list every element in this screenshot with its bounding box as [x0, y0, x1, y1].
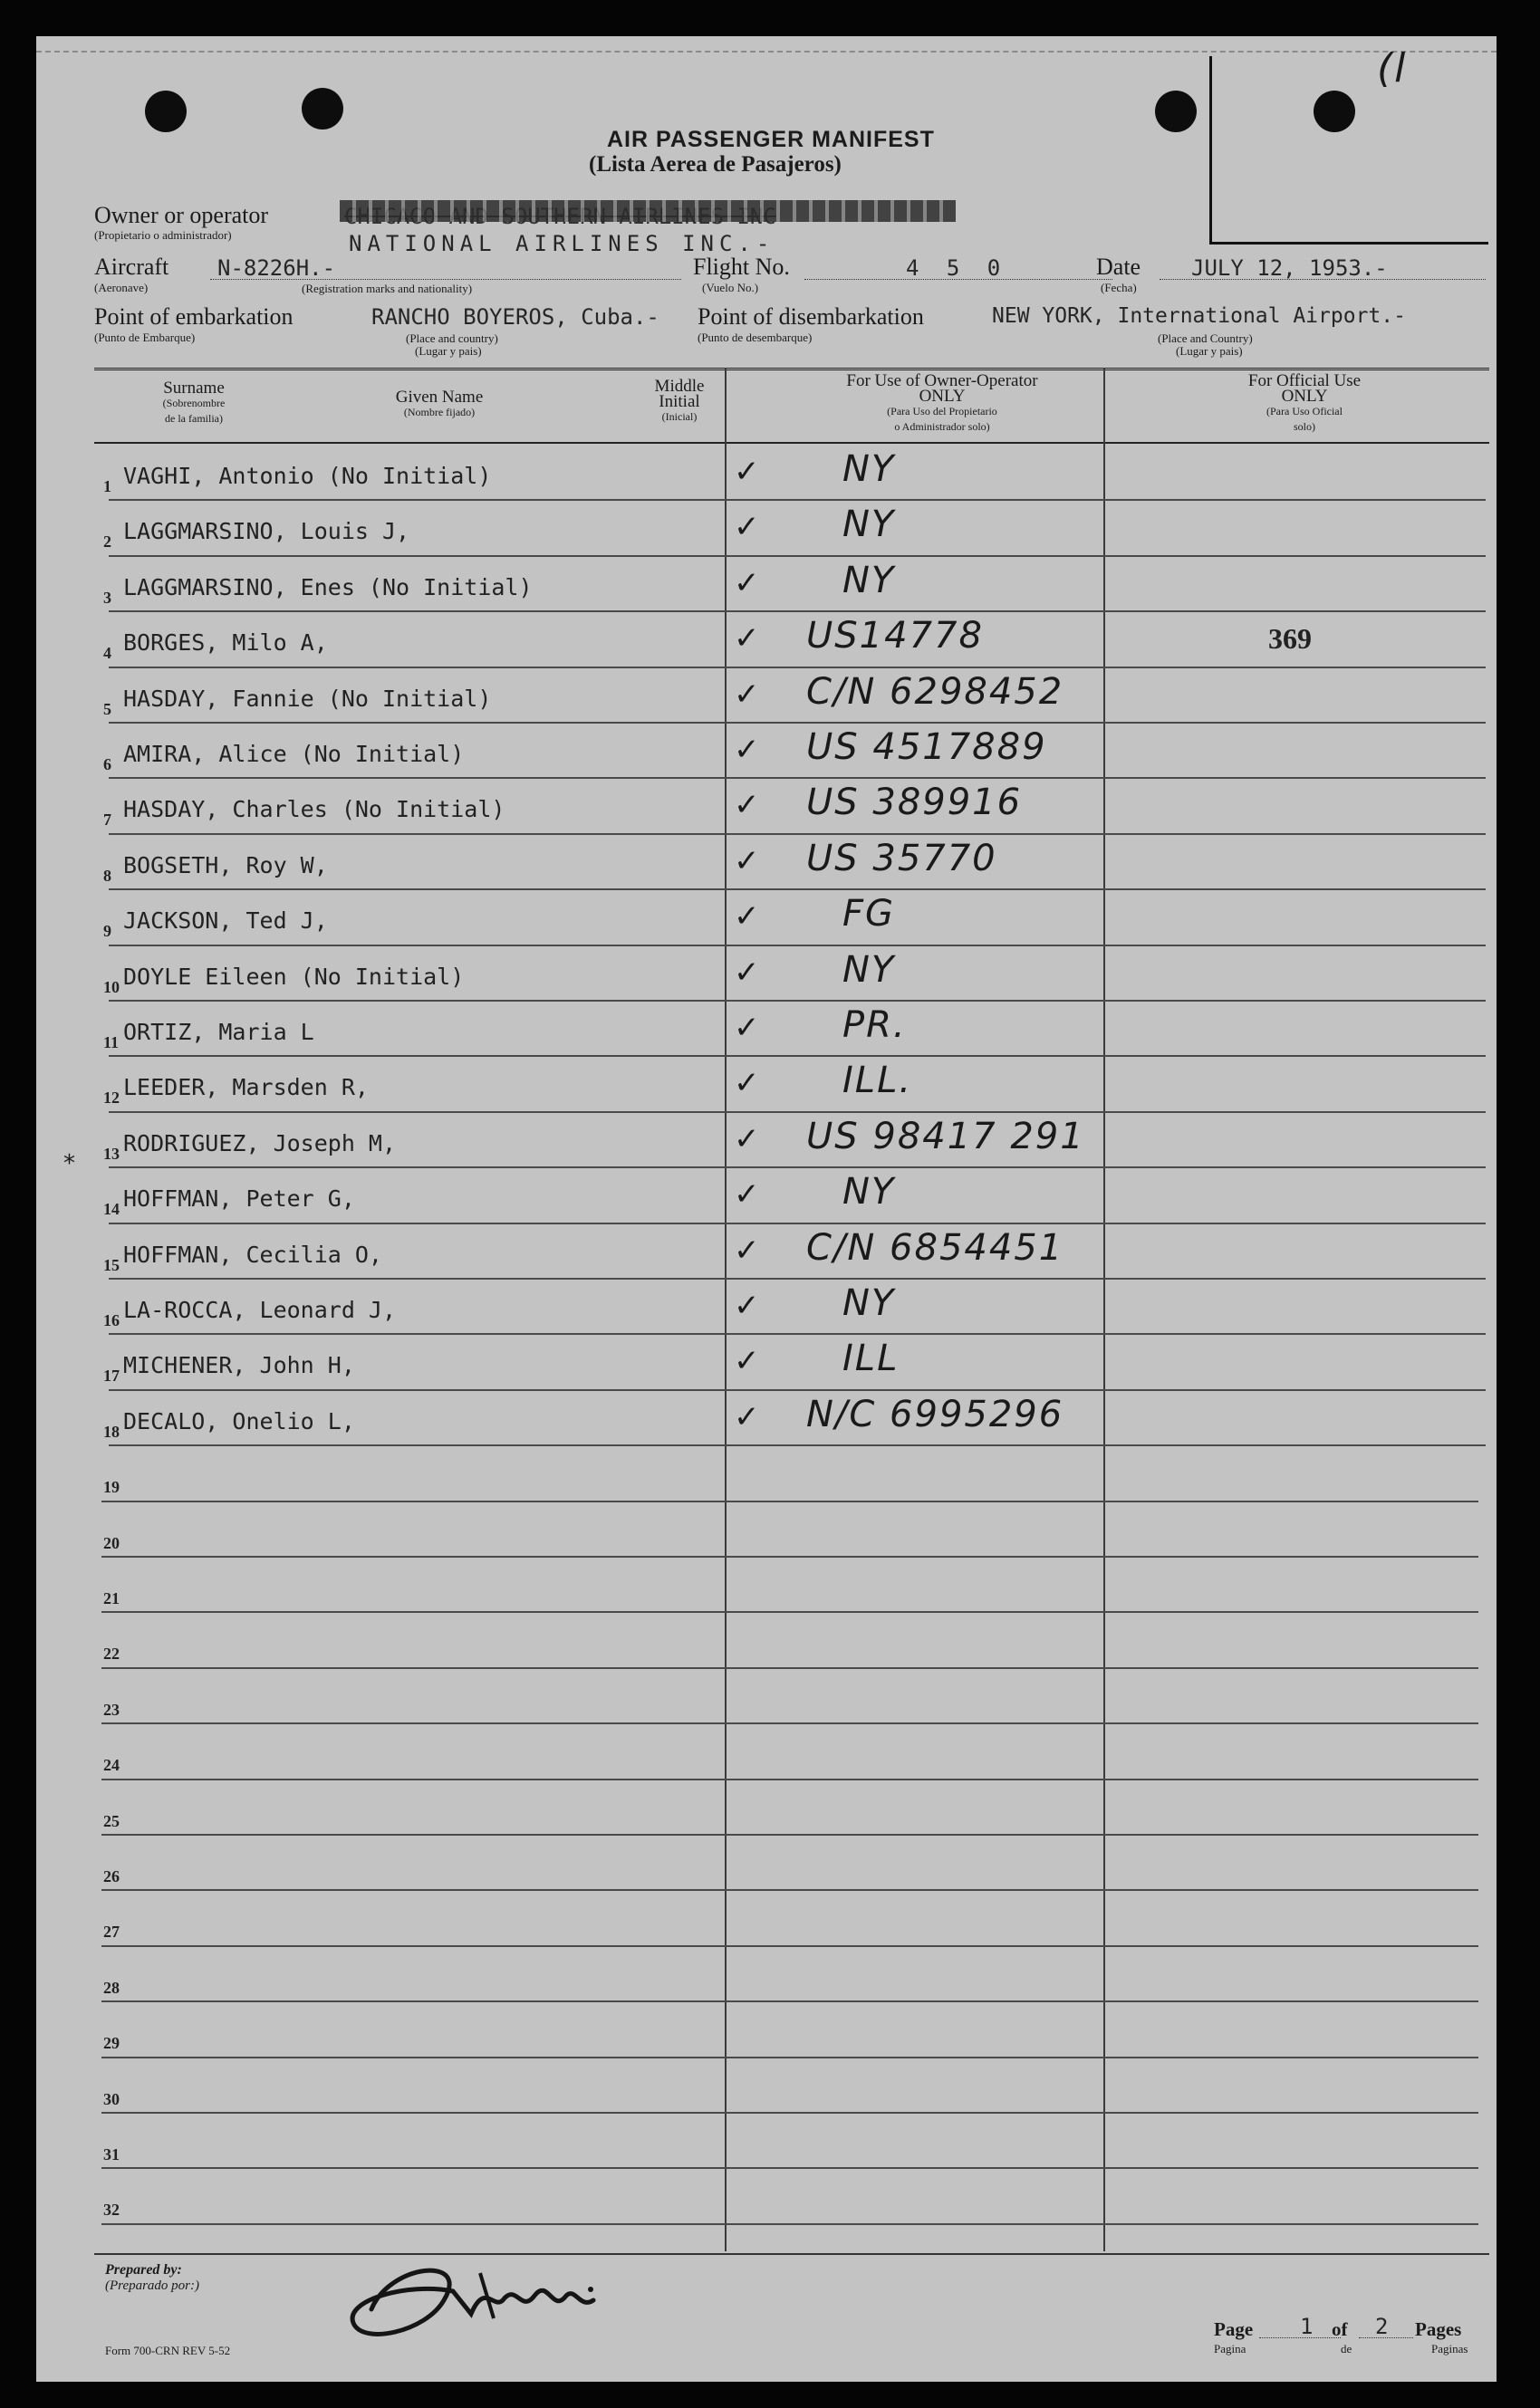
table-row: [36, 1779, 1497, 1834]
table-row: [36, 499, 1497, 554]
disembark-place-sub2: (Lugar y pais): [1176, 344, 1243, 358]
row-number: 6: [103, 755, 111, 774]
passenger-name: HASDAY, Fannie (No Initial): [123, 686, 492, 713]
row-number: 27: [103, 1923, 120, 1942]
aircraft-sub: (Aeronave): [94, 281, 149, 294]
date-sub: (Fecha): [1101, 281, 1137, 294]
corner-stamp-box: [1209, 56, 1488, 245]
row-number: 31: [103, 2145, 120, 2164]
row-number: 30: [103, 2090, 120, 2109]
disembark-label: Point of disembarkation: [698, 303, 924, 330]
owner-note: NY: [842, 448, 896, 491]
check-mark: ✓: [734, 454, 760, 491]
table-row: [36, 1611, 1497, 1666]
aircraft-line: [210, 279, 681, 280]
flight-line: [804, 279, 1112, 280]
check-mark: ✓: [734, 955, 760, 992]
table-row: [36, 1278, 1497, 1333]
row-number: 3: [103, 589, 111, 608]
row-number: 12: [103, 1089, 120, 1108]
col-surname: Surname (Sobrenombre de la familia): [162, 379, 226, 425]
manifest-sheet: [36, 36, 1497, 2382]
total-line: [1359, 2337, 1413, 2338]
check-mark: ✓: [734, 565, 760, 602]
row-number: 18: [103, 1423, 120, 1442]
flight-sub: (Vuelo No.): [702, 281, 759, 294]
passenger-name: MICHENER, John H,: [123, 1352, 355, 1379]
row-rule: [101, 2223, 1478, 2225]
of-label: of: [1332, 2318, 1348, 2340]
embark-place-sub2: (Lugar y pais): [415, 344, 482, 358]
table-row: [36, 667, 1497, 722]
aircraft-value: N-8226H.-: [217, 255, 336, 281]
table-row: [36, 1556, 1497, 1611]
row-number: 24: [103, 1756, 120, 1775]
owner-sub: (Propietario o administrador): [94, 228, 232, 242]
table-row: [36, 1000, 1497, 1055]
table-row: [36, 1223, 1497, 1278]
passenger-name: JACKSON, Ted J,: [123, 907, 328, 935]
passenger-name: HASDAY, Charles (No Initial): [123, 796, 505, 823]
row-number: 17: [103, 1367, 120, 1386]
table-row: [36, 1055, 1497, 1110]
row-number: 23: [103, 1701, 120, 1720]
table-row: [36, 1501, 1497, 1556]
date-label: Date: [1096, 254, 1141, 280]
owner-value: NATIONAL AIRLINES INC.-: [349, 231, 775, 256]
flight-value: 4 5 0: [906, 255, 1008, 281]
punch-hole: [145, 91, 187, 132]
punch-hole: [302, 88, 343, 130]
passenger-name: LEEDER, Marsden R,: [123, 1074, 369, 1101]
check-mark: ✓: [734, 509, 760, 546]
passenger-name: LAGGMARSINO, Louis J,: [123, 518, 410, 545]
row-number: 2: [103, 532, 111, 552]
table-row: [36, 833, 1497, 888]
check-mark: ✓: [734, 1176, 760, 1214]
table-row: [36, 1945, 1497, 2000]
star-mark: *: [63, 1150, 77, 1177]
table-row: [36, 1834, 1497, 1889]
row-number: 19: [103, 1478, 120, 1497]
paginas-label: Paginas: [1431, 2342, 1468, 2355]
owner-note: US 98417 291: [806, 1116, 1085, 1158]
owner-note: ILL: [842, 1338, 900, 1380]
passenger-name: BOGSETH, Roy W,: [123, 852, 328, 879]
row-number: 10: [103, 978, 120, 997]
passenger-name: BORGES, Milo A,: [123, 629, 328, 657]
check-mark: ✓: [734, 787, 760, 824]
check-mark: ✓: [734, 843, 760, 880]
table-row: [36, 555, 1497, 610]
table-row: [36, 777, 1497, 832]
page-number: 1: [1300, 2314, 1314, 2339]
pagina-label: Pagina: [1214, 2342, 1246, 2355]
passenger-name: AMIRA, Alice (No Initial): [123, 741, 465, 768]
prepared-label: Prepared by:: [105, 2262, 182, 2278]
row-number: 15: [103, 1256, 120, 1275]
check-mark: ✓: [734, 1010, 760, 1047]
row-number: 4: [103, 644, 111, 663]
row-number: 29: [103, 2034, 120, 2053]
page-label: Page: [1214, 2318, 1254, 2340]
row-number: 26: [103, 1867, 120, 1886]
passenger-name: LAGGMARSINO, Enes (No Initial): [123, 574, 533, 601]
passenger-name: DOYLE Eileen (No Initial): [123, 964, 465, 991]
check-mark: ✓: [734, 898, 760, 935]
row-number: 16: [103, 1311, 120, 1330]
table-row: [36, 2000, 1497, 2056]
owner-note: C/N 6854451: [806, 1227, 1064, 1270]
page-total: 2: [1375, 2314, 1389, 2339]
flight-label: Flight No.: [693, 254, 790, 280]
table-row: [36, 610, 1497, 666]
col-middle-initial: Middle Initial (Inicial): [654, 377, 705, 423]
de-label: de: [1341, 2342, 1352, 2355]
date-line: [1160, 279, 1486, 280]
check-mark: ✓: [734, 620, 760, 657]
table-row: [36, 1111, 1497, 1166]
owner-note: US 389916: [806, 782, 1023, 824]
pages-label: Pages: [1415, 2318, 1462, 2340]
owner-note: US 35770: [806, 838, 997, 880]
col-owner-use: For Use of Owner-Operator ONLY (Para Uso del Propietario o Administrador solo): [846, 371, 1038, 433]
table-row: [36, 1389, 1497, 1444]
owner-note: C/N 6298452: [806, 671, 1064, 714]
table-row: [36, 1166, 1497, 1222]
passenger-name: LA-ROCCA, Leonard J,: [123, 1297, 397, 1324]
disembark-sub: (Punto de desembarque): [698, 331, 813, 344]
owner-note: NY: [842, 560, 896, 602]
check-mark: ✓: [734, 676, 760, 714]
embark-place-sub: (Place and country): [406, 331, 498, 345]
owner-note: US14778: [806, 615, 984, 657]
punch-hole: [1155, 91, 1197, 132]
row-number: 14: [103, 1200, 120, 1219]
check-mark: ✓: [734, 1288, 760, 1325]
redaction-bar: [340, 200, 956, 222]
passenger-name: ORTIZ, Maria L: [123, 1019, 314, 1046]
owner-note: PR.: [842, 1004, 907, 1047]
owner-note: NY: [842, 949, 896, 992]
row-number: 1: [103, 477, 111, 496]
owner-note: ILL.: [842, 1060, 913, 1102]
row-number: 13: [103, 1145, 120, 1164]
table-row: [36, 2167, 1497, 2222]
owner-note: NY: [842, 1282, 896, 1325]
table-row: [36, 888, 1497, 944]
owner-note: US 4517889: [806, 726, 1047, 769]
passenger-name: DECALO, Onelio L,: [123, 1408, 355, 1435]
col-given-name: Given Name (Nombre fijado): [395, 388, 484, 418]
perforation-line: [36, 51, 1497, 53]
owner-note: N/C 6995296: [806, 1394, 1064, 1436]
check-mark: ✓: [734, 1065, 760, 1102]
manifest-title: AIR PASSENGER MANIFEST: [607, 127, 935, 152]
table-row: [36, 2112, 1497, 2167]
disembark-value: NEW YORK, International Airport.-: [992, 304, 1406, 328]
official-value: 369: [1268, 622, 1312, 656]
prepared-sub: (Preparado por:): [105, 2278, 200, 2293]
aircraft-label: Aircraft: [94, 254, 169, 280]
owner-label: Owner or operator: [94, 202, 269, 228]
row-number: 21: [103, 1589, 120, 1608]
owner-note: NY: [842, 1171, 896, 1214]
embark-sub: (Punto de Embarque): [94, 331, 196, 344]
row-number: 22: [103, 1645, 120, 1664]
check-mark: ✓: [734, 1343, 760, 1380]
table-row: [36, 722, 1497, 777]
row-number: 5: [103, 700, 111, 719]
header-top-rule: [94, 368, 1489, 370]
passenger-name: VAGHI, Antonio (No Initial): [123, 463, 492, 490]
row-number: 20: [103, 1534, 120, 1553]
passenger-name: HOFFMAN, Cecilia O,: [123, 1242, 382, 1269]
form-number: Form 700-CRN REV 5-52: [105, 2344, 231, 2357]
signature: [335, 2246, 625, 2355]
date-value: JULY 12, 1953.-: [1191, 255, 1388, 281]
check-mark: ✓: [734, 1233, 760, 1270]
disembark-place-sub: (Place and Country): [1158, 331, 1253, 345]
row-number: 8: [103, 867, 111, 886]
check-mark: ✓: [734, 1121, 760, 1158]
registration-sub: (Registration marks and nationality): [302, 282, 473, 295]
row-number: 11: [103, 1033, 120, 1052]
row-number: 32: [103, 2201, 120, 2220]
row-number: 9: [103, 922, 111, 941]
table-row: [36, 444, 1497, 499]
footer-rule: [94, 2253, 1489, 2255]
page-line: [1259, 2337, 1341, 2338]
table-row: [36, 1667, 1497, 1722]
check-mark: ✓: [734, 1399, 760, 1436]
row-number: 28: [103, 1979, 120, 1998]
owner-note: NY: [842, 504, 896, 546]
table-row: [36, 1444, 1497, 1500]
table-row: [36, 945, 1497, 1000]
table-row: [36, 1722, 1497, 1778]
row-number: 25: [103, 1812, 120, 1831]
manifest-subtitle: (Lista Aerea de Pasajeros): [589, 152, 842, 177]
corner-mark: (l: [1377, 45, 1408, 91]
col-official-use: For Official Use ONLY (Para Uso Oficial solo): [1247, 371, 1362, 433]
table-row: [36, 1889, 1497, 1944]
table-row: [36, 2057, 1497, 2112]
passenger-name: HOFFMAN, Peter G,: [123, 1185, 355, 1213]
owner-note: FG: [842, 893, 896, 935]
row-number: 7: [103, 811, 111, 830]
passenger-name: RODRIGUEZ, Joseph M,: [123, 1130, 397, 1157]
table-row: [36, 1333, 1497, 1388]
embark-label: Point of embarkation: [94, 303, 294, 330]
embark-value: RANCHO BOYEROS, Cuba.-: [371, 304, 659, 330]
check-mark: ✓: [734, 732, 760, 769]
